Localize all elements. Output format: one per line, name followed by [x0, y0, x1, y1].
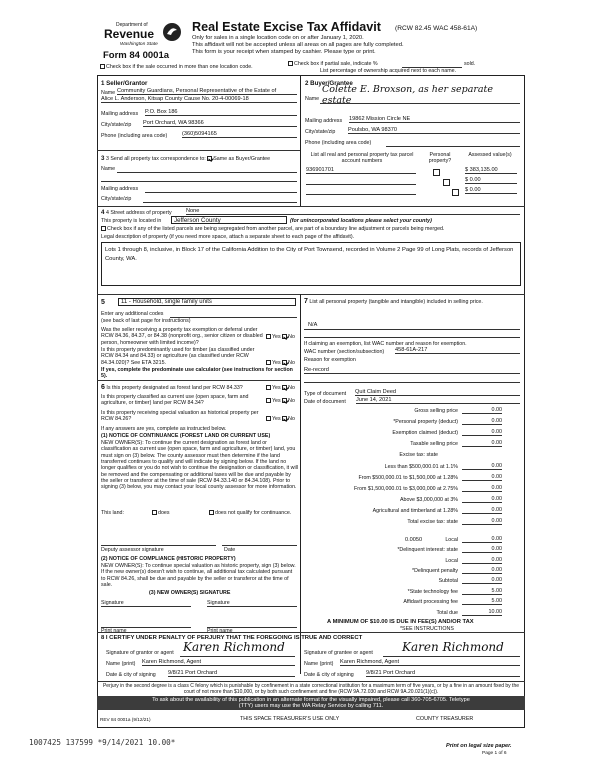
sec5-q1-yes[interactable]: [266, 334, 271, 339]
sec6-q1: [101, 384, 269, 392]
sec6-q1-yes[interactable]: [266, 385, 271, 390]
doc-type-label: Type of document: [304, 391, 347, 397]
tax-row-value[interactable]: 0.00: [462, 507, 502, 514]
subtotal-label: Subtotal: [438, 578, 458, 584]
yes-label-2: Yes: [272, 360, 281, 366]
header-note-2: This affidavit will not be accepted unless all areas on all pages are fully completed.: [192, 42, 404, 48]
buyer-phone[interactable]: [386, 146, 520, 147]
sold-label: sold.: [464, 61, 476, 67]
dor-logo: [104, 22, 184, 52]
delinq-pen-label: *Delinquent penalty: [412, 568, 458, 574]
no-label-3: No: [288, 385, 295, 391]
print-name-label-1: Print name: [101, 628, 127, 634]
grantor-name-label: Name (print): [106, 661, 136, 667]
tax-row-value[interactable]: 0.00: [462, 518, 502, 525]
dept-of: Department of: [116, 22, 148, 28]
same-as-buyer-label: Same as Buyer/Grantee: [213, 156, 271, 162]
local-label: Local: [445, 537, 458, 543]
tax-row-label: Agricultural and timberland at 1.28%: [372, 508, 458, 514]
county-treasurer: COUNTY TREASURER: [416, 716, 474, 722]
sec7-text: [304, 299, 520, 305]
sec6-num: 6: [101, 384, 105, 391]
col-divider: [300, 75, 301, 206]
seller-heading: 1 Seller/Grantor: [101, 80, 148, 87]
does-option[interactable]: [152, 510, 170, 516]
tax-row-value[interactable]: 0.00: [462, 407, 502, 414]
delinq-state-label: *Delinquent interest: state: [397, 547, 458, 553]
located-in-label: This property is located in: [101, 218, 162, 224]
buyer-mail-label: Mailing address: [305, 118, 343, 124]
sec6-q1-no[interactable]: [282, 385, 287, 390]
sec6-q3-no[interactable]: [282, 416, 287, 421]
tax-row-label: From $500,000.01 to $1,500,000 at 1.28%: [358, 475, 458, 481]
deputy-date-label: Date: [224, 547, 236, 553]
additional-codes-label: Enter any additional codes: [101, 311, 164, 317]
seller-city-label: City/state/zip: [101, 122, 132, 128]
parcel-number[interactable]: 936901701: [306, 167, 416, 174]
sec6-q2-answer[interactable]: [266, 398, 295, 404]
header-note-3: This form is your receipt when stamped by cashier. Please type or print.: [192, 49, 376, 55]
revenue-word: Revenue: [104, 27, 155, 41]
total-due-value[interactable]: 10.00: [462, 609, 502, 616]
doc-date[interactable]: June 14, 2021: [356, 397, 520, 404]
county-select[interactable]: Jefferson County: [171, 216, 287, 224]
grantor-signature[interactable]: Karen Richmond: [183, 640, 285, 654]
sec5-q1-no[interactable]: [282, 334, 287, 339]
grantee-name[interactable]: Karen Richmond, Agent: [340, 659, 520, 666]
partial-sale-checkbox[interactable]: [288, 61, 293, 66]
grantee-date[interactable]: 9/8/21 Port Orchard: [366, 670, 520, 677]
see-back: (see back of last page for instructions): [101, 318, 191, 324]
no-label: No: [288, 334, 295, 340]
buyer-city-label: City/state/zip: [305, 129, 336, 135]
seller-mail-label: Mailing address: [101, 111, 139, 117]
reason-label: Reason for exemption: [304, 357, 356, 363]
tax-row-label: Exemption claimed (deduct): [392, 430, 458, 436]
alt-format-band: [97, 696, 525, 710]
corr-name-label: Name: [101, 166, 116, 172]
parcel-col2: Personal property?: [428, 152, 452, 165]
page-number: Page 1 of 6: [482, 751, 507, 756]
seller-name-label: Name: [101, 90, 116, 96]
legal-description-text: Lots 1 through 8, inclusive, in Block 17 of the California Addition to the City of Port Townsend, recorded in Volume 2 Page 99 of Long Plats, records of Jefferson County, WA.: [105, 247, 514, 262]
corr-city[interactable]: [143, 202, 297, 203]
sec5-num: 5: [101, 299, 105, 306]
notice-1-heading: (1) NOTICE OF CONTINUANCE (FOREST LAND OR CURRENT USE): [101, 433, 271, 439]
sec6-q2-yes[interactable]: [266, 398, 271, 403]
new-owner-sig-1[interactable]: [101, 606, 191, 607]
check-multi-location[interactable]: [100, 64, 253, 70]
local-value[interactable]: 0.00: [462, 536, 502, 543]
corr-heading-text: 3 Send all property tax correspondence to:: [105, 156, 206, 162]
alt-format-line-1: To ask about the availability of this publication in an alternate format for the visually impaired, please call 360-705-6705. Teletype: [152, 696, 470, 703]
tax-row-label: From $1,500,000.01 to $3,000,000 at 2.75%: [354, 486, 458, 492]
form-title: Real Estate Excise Tax Affidavit: [192, 20, 381, 34]
notice-1-body: NEW OWNER(S): To continue the current designation as forest land or classification as current use (open space, farm and agriculture, or timber) land, you must sign on (3) below. The county assessor must then determine if the land transferred continues to qualify and will indicate by signing below. If the land no longer qualifies or you do not wish to continue the designation or classification, it will be removed and the compensating or additional taxes will be due and payable by the seller or transferor at the time of sale (RCW 84.33.140 or 84.34.108). Prior to signing (3) below, you may contact your local county assessor for more information.: [101, 440, 298, 491]
sig-grantor-label: Signature of grantor or agent: [106, 650, 174, 656]
street-address[interactable]: None: [186, 208, 520, 215]
corr-name[interactable]: [117, 172, 297, 173]
check-partial-label: Check box if partial sale, indicate %: [294, 61, 378, 67]
unincorp-note: (for unincorporated locations please select your county): [290, 218, 432, 224]
sec7-label: List all personal property (tangible and intangible) included in selling price.: [309, 299, 483, 305]
sec5-q2b: If yes, complete the predominate use calculator (see instructions for section 5).: [101, 367, 293, 380]
sec6-q3: Is this property receiving special valuation as historical property per RCW 84.26?: [101, 410, 259, 423]
segregated-checkbox[interactable]: [101, 226, 106, 231]
pp-line-2: [304, 337, 520, 338]
seller-mail[interactable]: P.O. Box 186: [145, 109, 297, 116]
tax-row-label: Excise tax: state: [399, 452, 438, 458]
seller-city[interactable]: Port Orchard, WA 98366: [143, 120, 297, 127]
reason-exemption[interactable]: Re-record: [304, 367, 520, 374]
notice-2-heading: (2) NOTICE OF COMPLIANCE (HISTORIC PROPERTY): [101, 556, 236, 562]
buyer-phone-label: Phone (including area code): [305, 140, 372, 146]
grantor-date[interactable]: 9/8/21 Port Orchard: [168, 670, 295, 677]
use-code-select[interactable]: 11 - Household, single family units: [118, 298, 296, 306]
divider-footer: [97, 681, 525, 682]
sec5-q2: Is this property predominantly used for timber (as classified under RCW 84.34 and 84.33) or agriculture (as classified under RCW 84.34.020)? See ETA 3215.: [101, 347, 255, 366]
no-label-2: No: [288, 360, 295, 366]
local-rate[interactable]: 0.0050: [405, 537, 423, 543]
yes-label-5: Yes: [272, 416, 281, 422]
tax-row-label: Less than $500,000.01 at 1.1%: [384, 464, 458, 470]
legal-description[interactable]: [101, 242, 521, 286]
segregated-label: Check box if any of the listed parcels are being segregated from another parcel, are part of a boundary line adjustment or parcels being merged.: [107, 226, 445, 232]
doc-date-label: Date of document: [304, 399, 346, 405]
corr-heading: 3 3 Send all property tax correspondence to: Same as Buyer/Grantee: [101, 155, 271, 162]
deputy-date-line[interactable]: [222, 545, 297, 546]
sec6-if-yes: If any answers are yes, complete as instructed below.: [101, 426, 227, 432]
no-label-4: No: [288, 398, 295, 404]
corr-mail[interactable]: [145, 192, 297, 193]
divider-6: [97, 380, 300, 381]
grantor-sig-line: [180, 656, 295, 657]
multi-location-checkbox[interactable]: [100, 64, 105, 69]
parcel-number-2[interactable]: [306, 184, 416, 185]
delinq-pen-value[interactable]: 0.00: [462, 567, 502, 574]
buyer-city[interactable]: Poulsbo, WA 98370: [348, 127, 520, 134]
col-divider-lower: [300, 294, 301, 674]
signature-label-2: Signature: [207, 600, 230, 606]
alt-format-line-2: (TTY) users may use the WA Relay Service by calling 711.: [238, 703, 384, 710]
wac-number[interactable]: 458-61A-217: [395, 347, 520, 354]
notice-3-heading: (3) NEW OWNER(S) SIGNATURE: [149, 590, 231, 596]
tax-row-value[interactable]: 0.00: [462, 463, 502, 470]
divider-3: [97, 150, 300, 151]
sec5-q1-answer[interactable]: [266, 334, 295, 340]
parcel-col3: Assessed value(s): [468, 152, 512, 158]
grantee-name-label: Name (print): [304, 661, 334, 667]
sec6-q1-answer[interactable]: [266, 385, 295, 391]
sec6-q2-no[interactable]: [282, 398, 287, 403]
minimum-note: A MINIMUM OF $10.00 IS DUE IN FEE(S) AND/OR TAX: [327, 619, 474, 625]
doc-type[interactable]: Quit Claim Deed: [355, 389, 520, 396]
parcel-number-3[interactable]: [306, 194, 416, 195]
grantor-name[interactable]: Karen Richmond, Agent: [142, 659, 295, 666]
corr-mail-label: Mailing address: [101, 186, 139, 192]
personal-property-checkbox-2[interactable]: [443, 179, 450, 186]
grantee-signature[interactable]: Karen Richmond: [402, 640, 504, 654]
reason-line-2: [304, 382, 520, 383]
street-label-text: 4 Street address of property: [105, 210, 172, 216]
list-pct-note: List percentage of ownership acquired next to each name.: [320, 68, 457, 74]
divider-4: [97, 206, 525, 207]
tech-fee-value[interactable]: 5.00: [462, 588, 502, 595]
deputy-label: Deputy assessor signature: [101, 547, 164, 553]
subtotal-value[interactable]: 0.00: [462, 577, 502, 584]
seller-name-line2[interactable]: Alice L. Anderson, Kitsap County Cause No. 20-4-00069-18: [101, 96, 297, 103]
no-label-5: No: [288, 416, 295, 422]
tax-row-label: Gross selling price: [414, 408, 458, 414]
does-not-checkbox[interactable]: [209, 510, 214, 515]
grantee-date-label: Date & city of signing: [304, 672, 354, 678]
sec5-q1: Was the seller receiving a property tax exemption or deferral under RCW 84.36, 84.37, or 84.38 (nonprofit org., senior citizen or disabled person, homeowner with limited income)?: [101, 327, 263, 346]
see-instructions: *SEE INSTRUCTIONS: [400, 626, 454, 632]
deputy-sig-line[interactable]: [101, 545, 216, 546]
tax-row-label: Taxable selling price: [410, 441, 458, 447]
tax-row-value[interactable]: 0.00: [462, 440, 502, 447]
tax-row-label: Above $3,000,000 at 3%: [399, 497, 458, 503]
does-checkbox[interactable]: [152, 510, 157, 515]
check-multi-label: Check box if the sale occurred in more than one location code.: [106, 64, 253, 70]
sec5-q2-no[interactable]: [282, 360, 287, 365]
tax-row-label: *Personal property (deduct): [393, 419, 458, 425]
sec5-q2-answer[interactable]: [266, 360, 295, 366]
this-land-label: This land:: [101, 510, 124, 516]
sec6-q3-answer[interactable]: [266, 416, 295, 422]
same-as-buyer-checkbox[interactable]: [207, 156, 212, 161]
proc-fee-label: Affidavit processing fee: [403, 599, 458, 605]
grantor-date-label: Date & city of signing: [106, 672, 156, 678]
seller-phone-label: Phone (including area code): [101, 133, 168, 139]
sec6-q3-yes[interactable]: [266, 416, 271, 421]
corr-city-label: City/state/zip: [101, 196, 132, 202]
yes-label: Yes: [272, 334, 281, 340]
total-due-label: Total due: [436, 610, 458, 616]
wa-state: Washington State: [120, 42, 158, 47]
sig-grantee-label: Signature of grantee or agent: [304, 650, 373, 656]
sec6-q1-text: Is this property designated as forest land per RCW 84.33?: [106, 385, 243, 391]
tax-row-value[interactable]: 0.00: [462, 496, 502, 503]
header-note-1: Only for sales in a single location code on or after January 1, 2020.: [192, 35, 364, 41]
buyer-name-handwritten[interactable]: Colette E. Broxson, as her separate estate: [322, 84, 493, 106]
wac-label: WAC number (section/subsection): [304, 349, 385, 355]
grantee-sig-line: [383, 656, 520, 657]
tax-row-label: Total excise tax: state: [407, 519, 458, 525]
buyer-name-line: [320, 103, 520, 104]
buyer-mail[interactable]: 19862 Mission Circle NE: [349, 116, 520, 123]
yes-label-3: Yes: [272, 385, 281, 391]
does-not-option[interactable]: [209, 510, 299, 516]
assessed-value-3[interactable]: $ 0.00: [465, 187, 517, 194]
local2-value[interactable]: 0.00: [462, 557, 502, 564]
new-owner-sig-2[interactable]: [207, 606, 297, 607]
notice-2-body: NEW OWNER(S): To continue special valuation as historic property, sign (3) below. If the new owner(s) doesn't wish to continue, all additional tax calculated pursuant to RCW 84.26, shall be due and payable by the seller or transferor at the time of sale.: [101, 563, 296, 589]
form-rcw: (RCW 82.45 WAC 458-61A): [395, 25, 478, 32]
segregated-check[interactable]: [101, 226, 444, 232]
recording-stamp: 1007425 137599 *9/14/2021 10.00*: [29, 738, 176, 747]
does-label: does: [158, 510, 170, 516]
treasurer-only: THIS SPACE TREASURER'S USE ONLY: [240, 716, 340, 722]
tax-row-value[interactable]: 0.00: [462, 474, 502, 481]
street-label: 4 4 Street address of property: [101, 209, 172, 216]
parcel-col1: List all real and personal property tax parcel account numbers: [310, 152, 414, 165]
perjury-note: Perjury in the second degree is a class C felony which is punishable by confinement in a state correctional institution for a maximum term of five years, or by a fine in an amount fixed by the court of not more than $10,000, or by both such confinement and fine (RCW 9A.72.030 and RCW 9A.20.021(1)(c)).: [102, 683, 520, 695]
legal-label: Legal description of property (if you need more space, attach a separate sheet to each page of the affidavit).: [101, 234, 355, 240]
tax-row-value[interactable]: 0.00: [462, 429, 502, 436]
sec6-q2: Is this property classified as current use (open space, farm and agriculture, or timber) land per RCW 84.34?: [101, 394, 249, 407]
does-not-label: does not qualify for continuance.: [215, 510, 292, 516]
personal-property-na[interactable]: N/A: [308, 322, 318, 328]
buyer-heading: 2 Buyer/Grantee: [305, 80, 353, 87]
rev-label: REV 84 0001a (9/12/21): [100, 717, 151, 722]
pp-line-1: [304, 329, 520, 330]
signature-label-1: Signature: [101, 600, 124, 606]
check-partial-sale[interactable]: [288, 61, 378, 67]
assessed-value-1[interactable]: $ 383,135.00: [465, 167, 517, 174]
local2-label: Local: [445, 558, 458, 564]
tax-row-value[interactable]: 0.00: [462, 485, 502, 492]
legal-paper-note: Print on legal size paper.: [446, 743, 512, 749]
divider-8: [97, 632, 525, 633]
seller-phone[interactable]: (360)5094165: [182, 131, 297, 138]
sec7-num: 7: [304, 298, 308, 305]
delinq-state-value[interactable]: 0.00: [462, 546, 502, 553]
buyer-name-label: Name: [305, 96, 320, 102]
tech-fee-label: *State technology fee: [407, 589, 458, 595]
sec5-q2-yes[interactable]: [266, 360, 271, 365]
tax-row-value[interactable]: 0.00: [462, 418, 502, 425]
revenue-logo-icon: [162, 22, 182, 42]
assessed-value-2[interactable]: $ 0.00: [465, 177, 517, 184]
personal-property-checkbox-3[interactable]: [452, 189, 459, 196]
corr-name-2[interactable]: [101, 181, 297, 182]
form-number: Form 84 0001a: [103, 50, 170, 61]
certify-heading: 8 I CERTIFY UNDER PENALTY OF PERJURY THAT THE FOREGOING IS TRUE AND CORRECT: [101, 635, 363, 641]
yes-label-4: Yes: [272, 398, 281, 404]
divider-5: [97, 294, 525, 295]
exempt-question: If claiming an exemption, list WAC number and reason for exemption.: [304, 341, 467, 347]
seller-name-line1[interactable]: Community Guardians, Personal Representative of the Estate of: [117, 88, 297, 95]
proc-fee-value[interactable]: 5.00: [462, 598, 502, 605]
print-name-label-2: Print name: [207, 628, 233, 634]
personal-property-checkbox-1[interactable]: [433, 169, 440, 176]
